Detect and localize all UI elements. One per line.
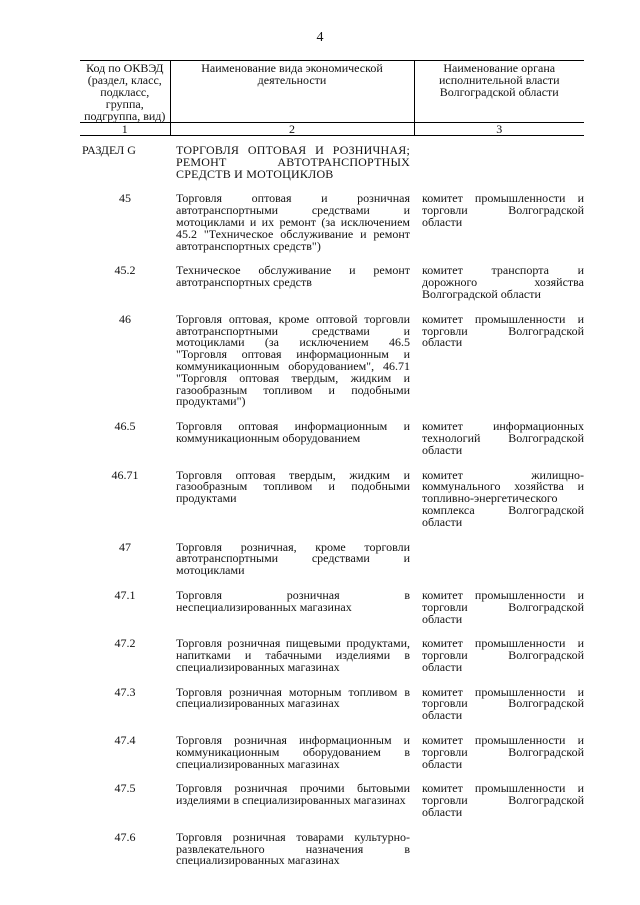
- activity-name-cell: Торговля розничная, кроме торговли автотранспортными средствами и мотоциклами: [176, 539, 410, 578]
- activity-name-cell: Торговля розничная товарами культурно-развлекательного назначения в специализированных магазинах: [176, 829, 410, 868]
- table-row: [80, 832, 584, 880]
- header-activity-name: Наименование вида экономической деятельности: [170, 61, 414, 123]
- okved-code-cell: 45: [119, 191, 131, 206]
- table-row: [80, 265, 584, 313]
- table-row: [80, 783, 584, 831]
- okved-code-cell: 45.2: [114, 263, 136, 278]
- activity-name-cell: Торговля оптовая информационным и коммуникационным оборудованием: [176, 419, 410, 445]
- table-row: [80, 470, 584, 542]
- authority-cell: комитет промышленности и торговли Волгоградской области: [422, 636, 584, 674]
- authority-cell: комитет транспорта и дорожного хозяйства Волгоградской области: [422, 263, 584, 301]
- activity-name-cell: Торговля оптовая твердым, жидким и газообразным топливом и подобными продуктами: [176, 467, 410, 506]
- authority-cell: комитет промышленности и торговли Волгоградской области: [422, 191, 584, 229]
- column-number-3: 3: [414, 123, 584, 136]
- table-row: [80, 136, 584, 194]
- activity-name-cell: ТОРГОВЛЯ ОПТОВАЯ И РОЗНИЧНАЯ; РЕМОНТ АВТОТРАНСПОРТНЫХ СРЕДСТВ И МОТОЦИКЛОВ: [176, 143, 410, 181]
- authority-cell: комитет промышленности и торговли Волгоградской области: [422, 311, 584, 350]
- okved-authority-table: [80, 60, 584, 880]
- activity-name-cell: Торговля розничная информационным и коммуникационным оборудованием в специализированных магазинах: [176, 733, 410, 771]
- table-row: [80, 542, 584, 590]
- authority-cell: комитет промышленности и торговли Волгоградской области: [422, 684, 584, 723]
- authority-cell: комитет промышленности и торговли Волгоградской области: [422, 781, 584, 820]
- activity-name-cell: Торговля розничная пищевыми продуктами, напитками и табачными изделиями в специализированных магазинах: [176, 636, 410, 674]
- authority-cell: [414, 542, 584, 590]
- table-row: [80, 687, 584, 735]
- activity-name-cell: Торговля розничная прочими бытовыми изделиями в специализированных магазинах: [176, 781, 410, 808]
- table-body: [80, 136, 584, 881]
- header-okved-code: Код по ОКВЭД (раздел, класс, подкласс, группа, подгруппа, вид): [80, 61, 170, 123]
- table-row: [80, 590, 584, 638]
- okved-code-cell: 47.3: [114, 684, 136, 699]
- table-row: [80, 314, 584, 421]
- activity-name-cell: Техническое обслуживание и ремонт автотранспортных средств: [176, 263, 410, 290]
- okved-code-cell: 47.5: [114, 781, 136, 796]
- table-row: [80, 735, 584, 783]
- header-authority-name: Наименование органа исполнительной власти Волгоградской области: [414, 61, 584, 123]
- authority-cell: [414, 136, 584, 194]
- table-row: [80, 421, 584, 469]
- authority-cell: комитет жилищно-коммунального хозяйства и топливно-энергетического комплекса Волгоградской области: [422, 467, 584, 529]
- table-row: [80, 638, 584, 686]
- table-row: [80, 193, 584, 265]
- authority-cell: комитет промышленности и торговли Волгоградской области: [422, 733, 584, 771]
- okved-code-cell: 47.2: [114, 636, 136, 651]
- column-number-1: 1: [80, 123, 170, 136]
- okved-code-cell: РАЗДЕЛ G: [82, 143, 136, 157]
- activity-name-cell: Торговля оптовая, кроме оптовой торговли автотранспортными средствами и мотоциклами (за исключением 46.5 "Торговля оптовая информационным и коммуникационным оборудованием", 46.71 "Торговля оптовая твердым, жидким и газообразным топливом и подобными продуктами"): [176, 311, 410, 409]
- okved-code-cell: 46.5: [114, 419, 136, 434]
- okved-code-cell: 47: [119, 539, 131, 554]
- authority-cell: [414, 832, 584, 880]
- okved-code-cell: 47.1: [114, 587, 136, 602]
- activity-name-cell: Торговля оптовая и розничная автотранспортными средствами и мотоциклами и их ремонт (за исключением 45.2 "Техническое обслуживание и ремонт автотранспортных средств"): [176, 191, 410, 253]
- okved-code-cell: 47.6: [114, 829, 136, 844]
- authority-cell: комитет информационных технологий Волгоградской области: [422, 419, 584, 457]
- activity-name-cell: Торговля розничная в неспециализированных магазинах: [176, 587, 410, 614]
- column-number-2: 2: [170, 123, 414, 136]
- okved-code-cell: 46.71: [111, 467, 139, 482]
- activity-name-cell: Торговля розничная моторным топливом в специализированных магазинах: [176, 684, 410, 711]
- okved-code-cell: 46: [119, 311, 131, 326]
- authority-cell: комитет промышленности и торговли Волгоградской области: [422, 587, 584, 626]
- page-number: 4: [316, 30, 324, 45]
- okved-code-cell: 47.4: [114, 733, 136, 748]
- table-header: [80, 61, 584, 136]
